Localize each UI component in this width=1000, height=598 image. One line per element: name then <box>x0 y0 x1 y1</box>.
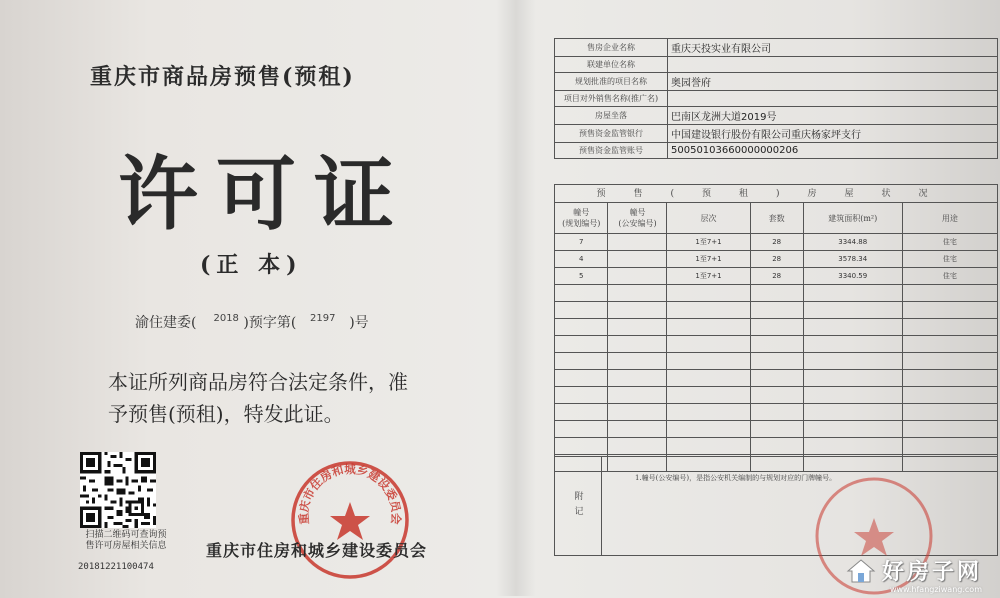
grid-empty-cell <box>667 404 750 421</box>
grid-empty-cell <box>667 336 750 353</box>
grid-empty-row <box>555 387 998 404</box>
grid-cell-police-no <box>608 268 667 285</box>
body-line-1: 本证所列商品房符合法定条件，准 <box>108 370 408 394</box>
permit-prefix: 渝住建委( <box>135 315 197 331</box>
grid-empty-cell <box>608 319 667 336</box>
grid-empty-cell <box>555 387 608 404</box>
grid-cell-area: 3578.34 <box>803 251 902 268</box>
presale-situation-header: 预售(预租)房屋状况 <box>554 184 998 202</box>
grid-empty-cell <box>608 285 667 302</box>
certificate-title: 许可证 <box>118 147 412 241</box>
permit-suffix: )号 <box>349 315 369 331</box>
grid-empty-row <box>555 302 998 319</box>
info-label: 项目对外销售名称(推广名) <box>555 91 668 107</box>
grid-cell-police-no <box>608 234 667 251</box>
info-value: 巴南区龙洲大道2019号 <box>668 107 998 125</box>
info-value: 中国建设银行股份有限公司重庆杨家坪支行 <box>668 125 998 143</box>
grid-empty-cell <box>750 353 803 370</box>
grid-empty-cell <box>667 302 750 319</box>
info-row <box>555 39 998 57</box>
info-label: 联建单位名称 <box>555 57 668 73</box>
grid-empty-cell <box>902 353 997 370</box>
qr-code[interactable] <box>80 452 156 528</box>
grid-empty-cell <box>555 285 608 302</box>
grid-empty-cell <box>803 319 902 336</box>
grid-empty-cell <box>608 336 667 353</box>
body-line-2: 予预售(预租)，特发此证。 <box>108 402 344 426</box>
permit-number: 2197 <box>310 313 336 324</box>
grid-empty-cell <box>555 319 608 336</box>
grid-empty-cell <box>902 370 997 387</box>
grid-empty-cell <box>902 438 997 455</box>
grid-empty-cell <box>750 302 803 319</box>
info-label: 规划批准的项目名称 <box>555 73 668 91</box>
grid-empty-cell <box>608 353 667 370</box>
grid-empty-cell <box>608 404 667 421</box>
grid-empty-cell <box>555 336 608 353</box>
grid-empty-cell <box>902 319 997 336</box>
permit-number-line <box>135 312 369 332</box>
info-row <box>555 91 998 107</box>
grid-empty-cell <box>667 438 750 455</box>
permit-mid: )预字第( <box>243 315 297 331</box>
grid-empty-cell <box>902 336 997 353</box>
grid-empty-cell <box>667 285 750 302</box>
grid-empty-cell <box>902 421 997 438</box>
official-seal-stamp <box>288 458 412 582</box>
grid-empty-cell <box>750 285 803 302</box>
grid-empty-cell <box>750 370 803 387</box>
grid-empty-cell <box>902 302 997 319</box>
qr-caption-line-2: 售许可房屋相关信息 <box>85 541 167 551</box>
grid-empty-row <box>555 285 998 302</box>
info-label: 售房企业名称 <box>555 39 668 57</box>
grid-empty-cell <box>608 387 667 404</box>
grid-empty-cell <box>667 319 750 336</box>
grid-empty-cell <box>555 438 608 455</box>
grid-empty-cell <box>750 387 803 404</box>
grid-empty-cell <box>803 285 902 302</box>
info-value: 50050103660000000206 <box>668 143 998 159</box>
info-value: 奥园誉府 <box>668 73 998 91</box>
grid-header-cell: 幢号 (规划编号) <box>555 203 608 234</box>
grid-empty-cell <box>803 387 902 404</box>
grid-header-cell: 层次 <box>667 203 750 234</box>
qr-caption-line-1: 扫描二维码可查询预 <box>85 530 167 540</box>
grid-empty-cell <box>555 404 608 421</box>
grid-cell-floors: 1至7+1 <box>667 234 750 251</box>
grid-empty-row <box>555 336 998 353</box>
presale-grid <box>554 202 998 472</box>
grid-row <box>555 251 998 268</box>
grid-empty-cell <box>608 302 667 319</box>
watermark-url: www.hfangziwang.com <box>889 585 982 594</box>
grid-empty-row <box>555 353 998 370</box>
certificate-subtitle: (正 本) <box>200 252 303 278</box>
grid-empty-cell <box>555 353 608 370</box>
grid-empty-cell <box>667 387 750 404</box>
grid-empty-cell <box>750 438 803 455</box>
site-watermark <box>846 555 982 594</box>
grid-empty-cell <box>902 285 997 302</box>
grid-header-cell: 建筑面积(m²) <box>803 203 902 234</box>
right-page <box>540 0 1000 596</box>
qr-caption <box>76 530 176 552</box>
grid-cell-units: 28 <box>750 251 803 268</box>
grid-cell-police-no <box>608 251 667 268</box>
grid-empty-cell <box>555 421 608 438</box>
info-row <box>555 57 998 73</box>
grid-cell-plan-no: 4 <box>555 251 608 268</box>
grid-empty-cell <box>902 387 997 404</box>
grid-cell-area: 3340.59 <box>803 268 902 285</box>
grid-header-row <box>555 203 998 234</box>
info-row <box>555 107 998 125</box>
certificate-body <box>108 366 448 430</box>
grid-cell-floors: 1至7+1 <box>667 268 750 285</box>
grid-empty-cell <box>667 421 750 438</box>
watermark-text: 好房子网 <box>881 560 982 585</box>
grid-empty-row <box>555 319 998 336</box>
certificate-heading: 重庆市商品房预售(预租) <box>90 64 355 90</box>
grid-empty-cell <box>750 421 803 438</box>
grid-empty-cell <box>803 302 902 319</box>
grid-empty-cell <box>803 336 902 353</box>
grid-empty-cell <box>750 336 803 353</box>
grid-empty-cell <box>667 353 750 370</box>
grid-cell-use: 住宅 <box>902 268 997 285</box>
grid-cell-plan-no: 5 <box>555 268 608 285</box>
info-row <box>555 143 998 159</box>
info-label: 预售资金监管银行 <box>555 125 668 143</box>
permit-year: 2018 <box>213 313 239 324</box>
grid-empty-cell <box>750 319 803 336</box>
info-value <box>668 57 998 73</box>
grid-empty-row <box>555 370 998 387</box>
info-table <box>554 38 998 159</box>
issuing-authority: 重庆市住房和城乡建设委员会 <box>206 541 428 560</box>
grid-empty-cell <box>608 421 667 438</box>
grid-cell-area: 3344.88 <box>803 234 902 251</box>
grid-cell-units: 28 <box>750 268 803 285</box>
grid-empty-cell <box>803 404 902 421</box>
grid-empty-cell <box>608 438 667 455</box>
grid-empty-cell <box>555 370 608 387</box>
grid-row <box>555 268 998 285</box>
info-value: 重庆天投实业有限公司 <box>668 39 998 57</box>
grid-empty-cell <box>803 438 902 455</box>
grid-cell-floors: 1至7+1 <box>667 251 750 268</box>
grid-header-cell: 幢号 (公安编号) <box>608 203 667 234</box>
grid-empty-cell <box>803 421 902 438</box>
grid-cell-plan-no: 7 <box>555 234 608 251</box>
grid-cell-use: 住宅 <box>902 234 997 251</box>
serial-number: 20181221100474 <box>78 562 154 572</box>
grid-empty-cell <box>803 353 902 370</box>
grid-empty-cell <box>750 404 803 421</box>
remarks-label: 附记 <box>555 457 602 555</box>
grid-empty-row <box>555 421 998 438</box>
grid-empty-row <box>555 438 998 455</box>
info-row <box>555 73 998 91</box>
house-logo-icon <box>846 558 876 584</box>
info-label: 预售资金监管账号 <box>555 143 668 159</box>
grid-row <box>555 234 998 251</box>
info-value <box>668 91 998 107</box>
info-row <box>555 125 998 143</box>
grid-empty-cell <box>667 370 750 387</box>
grid-empty-cell <box>803 370 902 387</box>
grid-cell-units: 28 <box>750 234 803 251</box>
remarks-note: 1.幢号(公安编号)，是指公安机关编制的与规划对应的门牌幢号。 <box>635 474 837 482</box>
seal-text: 重庆市住房和城乡建设委员会 <box>296 462 404 525</box>
grid-empty-cell <box>608 370 667 387</box>
grid-empty-cell <box>555 302 608 319</box>
grid-header-cell: 套数 <box>750 203 803 234</box>
grid-empty-cell <box>902 404 997 421</box>
grid-header-cell: 用途 <box>902 203 997 234</box>
grid-cell-use: 住宅 <box>902 251 997 268</box>
info-label: 房屋坐落 <box>555 107 668 125</box>
grid-empty-row <box>555 404 998 421</box>
